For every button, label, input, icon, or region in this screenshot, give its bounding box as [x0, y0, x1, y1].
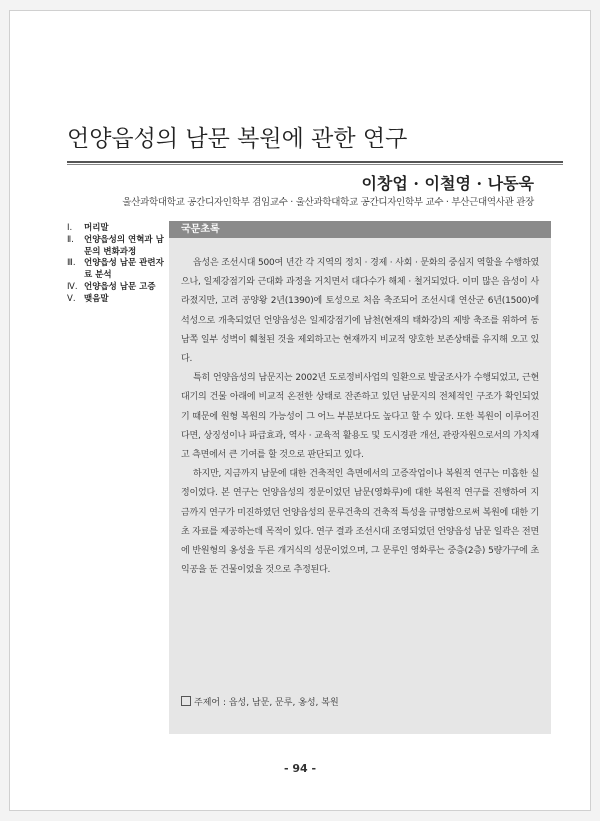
toc-number: Ⅳ.: [67, 281, 78, 292]
table-of-contents: [67, 223, 167, 306]
abstract-paragraph: 하지만, 지금까지 남문에 대한 건축적인 측면에서의 고증작업이나 복원적 연구는 미흡한 실정이었다. 본 연구는 언양읍성의 정문이었던 남문(영화루)에 대한 복원적 연구를 진행하여 지금까지 연구가 미진하였던 언양읍성의 문루건축의 건축적 특성을 규명함으로써 복원에 대한 기초 자료를 제공하는데 목적이 있다. 연구 결과 조선시대 조영되었던 언양읍성 남문 일곽은 전면에 반원형의 옹성을 두른 개거식의 성문이었으며, 그 문루인 영화루는 중층(2층) 5량가구에 초익공을 둔 건물이었을 것으로 추정된다.: [181, 469, 539, 576]
toc-text: 맺음말: [84, 293, 109, 304]
keywords-text: 주제어 : 읍성, 남문, 문루, 옹성, 복원: [194, 698, 339, 708]
page-number: - 94 -: [283, 762, 317, 775]
keywords: [181, 695, 339, 708]
abstract-body: [169, 238, 551, 580]
toc-item: [67, 258, 167, 282]
paper-page: [9, 10, 591, 811]
abstract-heading: 국문초록: [169, 221, 551, 238]
toc-item: [67, 294, 167, 306]
toc-text: 언양읍성의 연혁과 남문의 변화과정: [84, 234, 164, 257]
paper-title: 언양읍성의 남문 복원에 관한 연구: [67, 126, 408, 152]
toc-item: [67, 235, 167, 259]
toc-number: Ⅲ.: [67, 258, 76, 269]
toc-text: 언양읍성 남문 관련자료 분석: [84, 258, 164, 281]
affiliation: 울산과학대학교 공간디자인학부 겸임교수 · 울산과학대학교 공간디자인학부 교수 · 부산근대역사관 관장: [122, 197, 534, 208]
title-underline: [67, 164, 563, 165]
toc-item: [67, 282, 167, 294]
authors: 이창업 · 이철영 · 나동욱: [361, 174, 534, 193]
checkbox-square-icon: [181, 696, 191, 706]
toc-number: Ⅱ.: [67, 234, 74, 245]
toc-number: Ⅰ.: [67, 223, 73, 233]
abstract-paragraph: 읍성은 조선시대 500여 년간 각 지역의 정치 · 경제 · 사회 · 문화의 중심지 역할을 수행하였으나, 일제강점기와 근대화 과정을 거치면서 대다수가 해체 · 철거되었다. 이미 많은 읍성이 사라졌지만, 고려 공양왕 2년(1390)에 토성으로 처음 축조되어 조선시대 연산군 6년(1500)에 석성으로 개축되었던 언양읍성은 일제강점기에 남천(현재의 태화강)의 제방 축조를 위하여 동남쪽 일부 성벽이 훼철된 것을 제외하고는 현재까지 비교적 양호한 보존상태를 유지해 오고 있다.: [181, 258, 539, 365]
title-rule: [67, 161, 563, 163]
abstract-paragraph: 특히 언양읍성의 남문지는 2002년 도로정비사업의 일환으로 발굴조사가 수행되었고, 근현대기의 건물 아래에 비교적 온전한 상태로 잔존하고 있던 남문지의 전체적인 구조가 확인되었기 때문에 원형 복원의 가능성이 그 어느 부분보다도 높다고 할 수 있다. 또한 복원이 이루어진다면, 상징성이나 파급효과, 역사 · 교육적 활용도 및 도시경관 개선, 관광자원으로서의 가치재고 측면에서 큰 기여를 할 것으로 판단되고 있다.: [181, 373, 539, 461]
abstract-box: [169, 221, 551, 734]
toc-text: 언양읍성 남문 고증: [84, 281, 156, 292]
toc-item: [67, 223, 167, 235]
toc-text: 머리말: [84, 223, 109, 233]
toc-number: Ⅴ.: [67, 293, 76, 304]
